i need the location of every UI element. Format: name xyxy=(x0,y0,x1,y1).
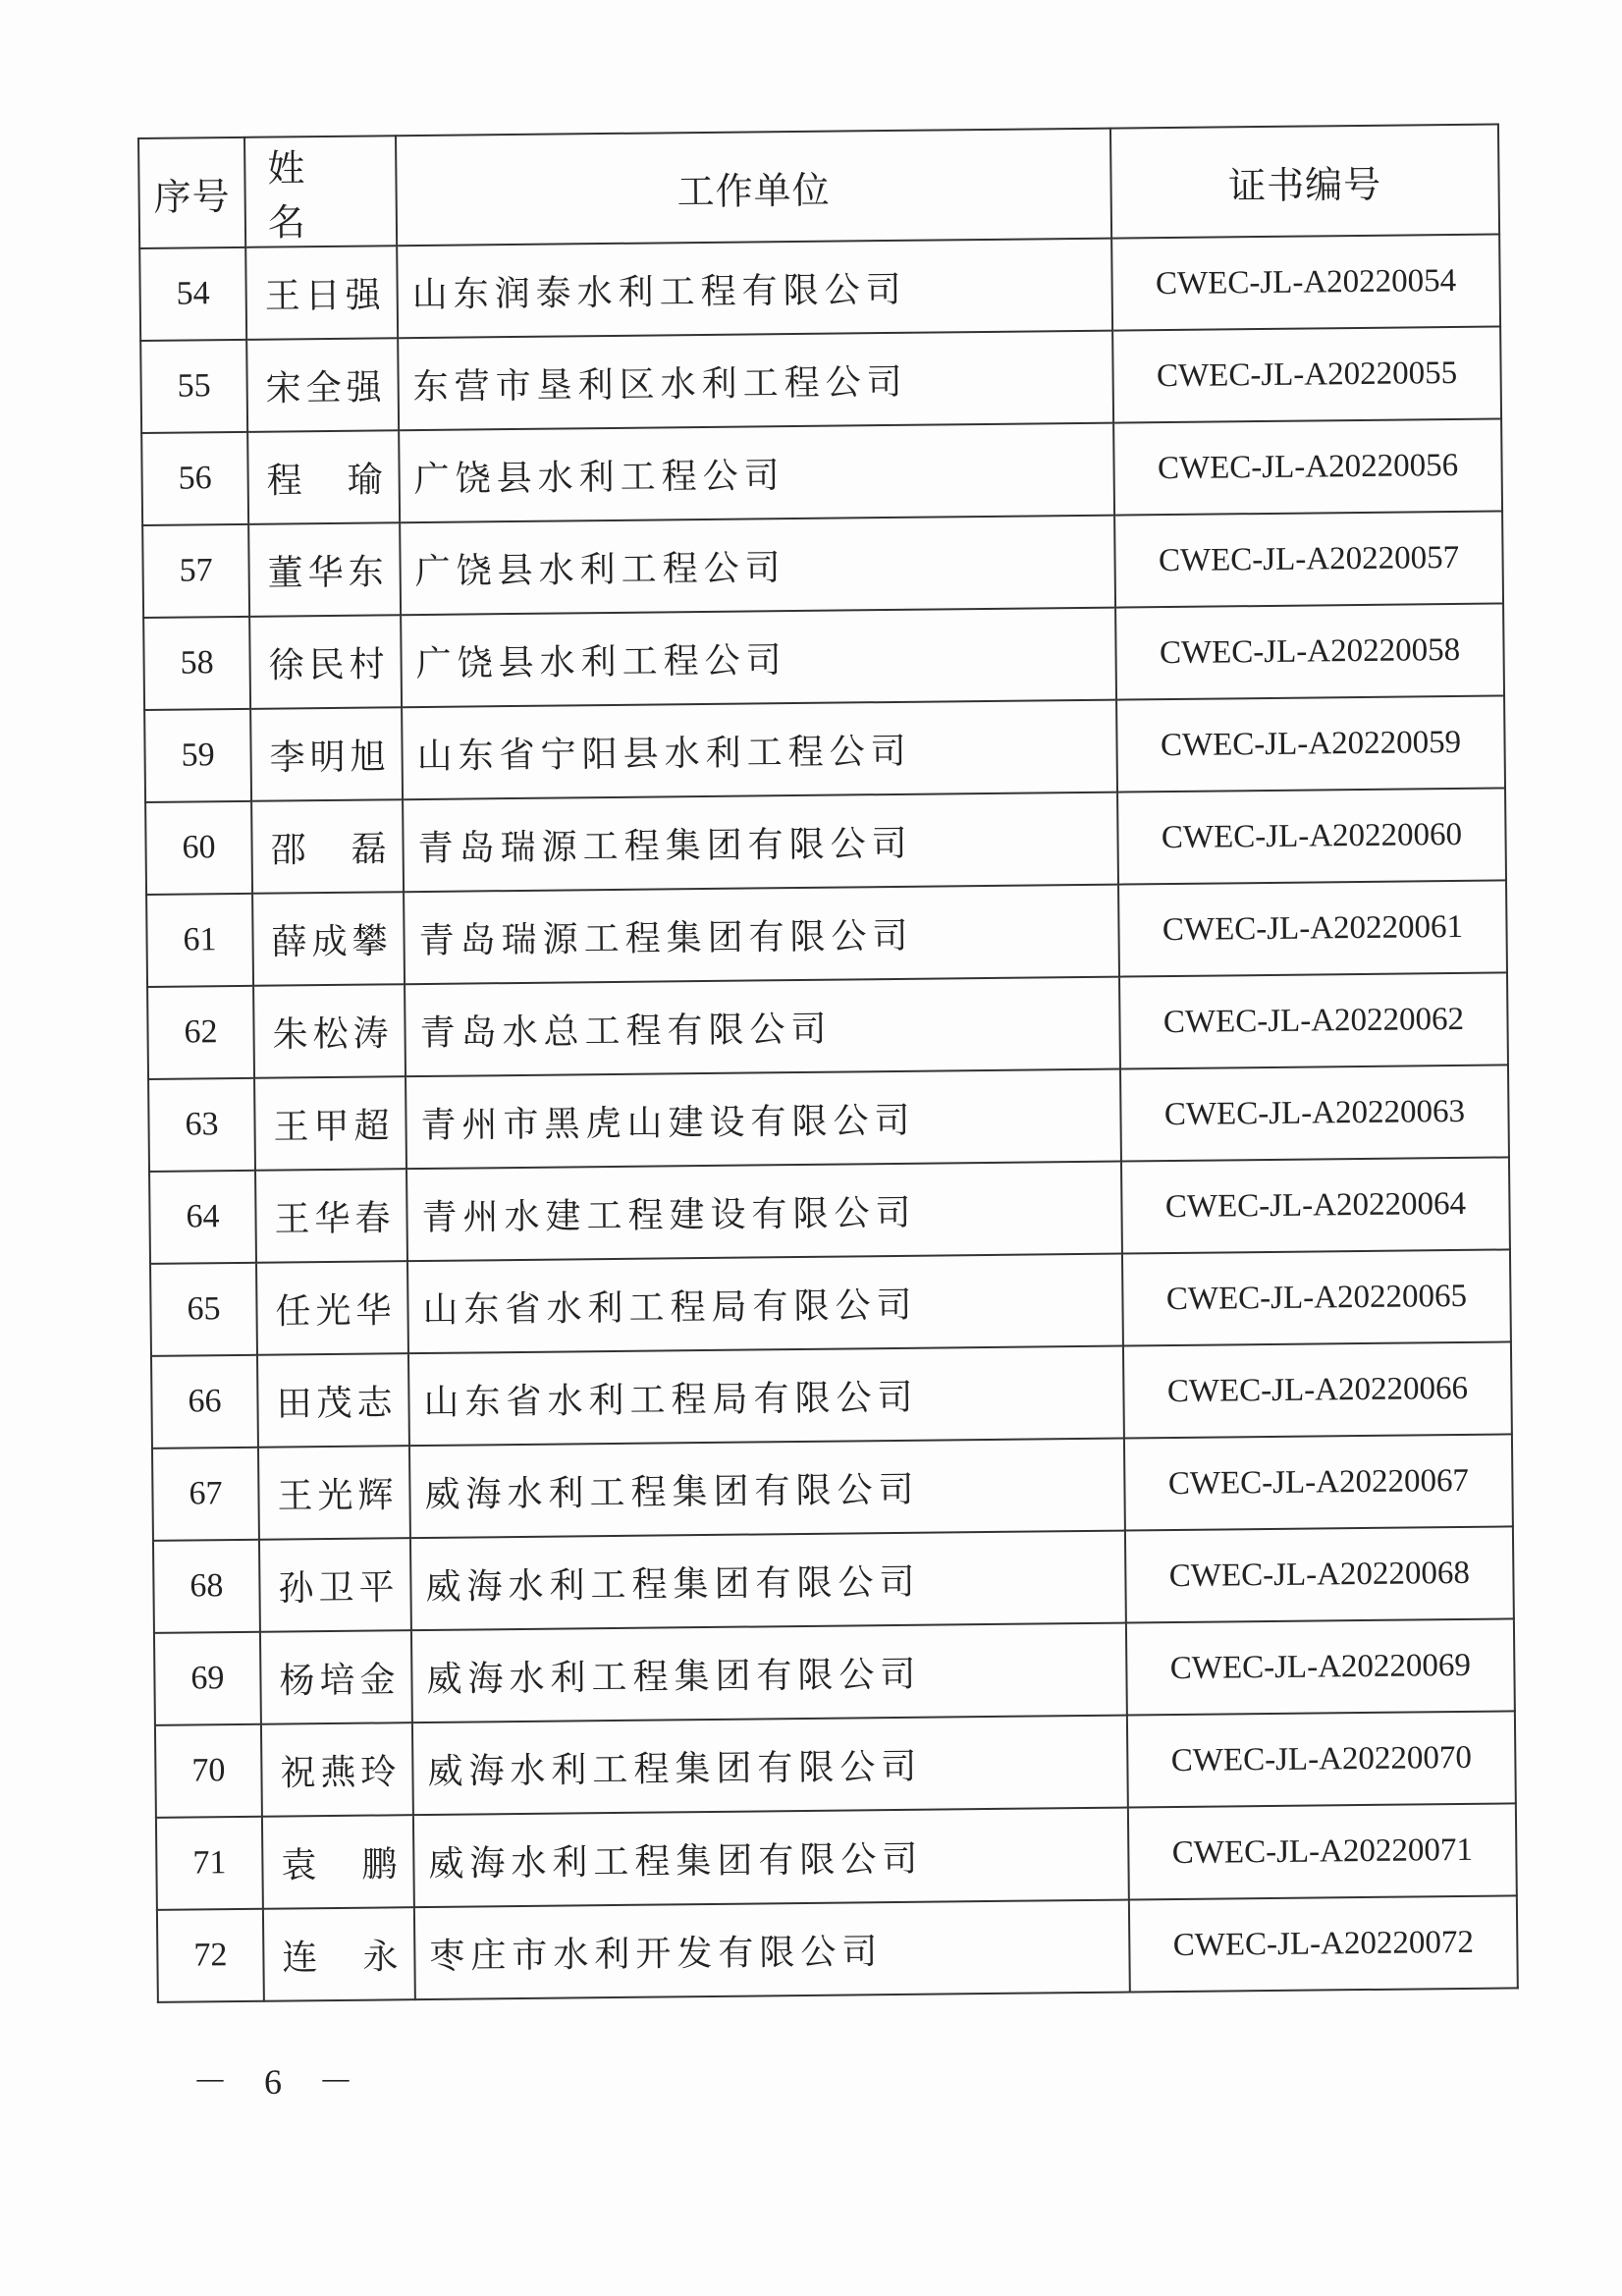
row-num: 66 xyxy=(151,1355,258,1449)
table-body xyxy=(139,234,1518,2001)
row-cert: CWEC-JL-A20220059 xyxy=(1116,695,1505,792)
row-cert: CWEC-JL-A20220071 xyxy=(1128,1803,1517,1899)
row-num: 55 xyxy=(140,340,247,433)
row-org: 广饶县水利工程公司 xyxy=(401,608,1116,708)
row-org: 威海水利工程集团有限公司 xyxy=(413,1808,1129,1908)
row-cert: CWEC-JL-A20220062 xyxy=(1119,972,1508,1068)
row-name: 邵 磊 xyxy=(251,799,404,894)
row-name: 连 永 xyxy=(263,1907,415,2001)
row-org: 青岛瑞源工程集团有限公司 xyxy=(403,793,1118,893)
row-num: 72 xyxy=(157,1909,264,2002)
row-cert: CWEC-JL-A20220067 xyxy=(1124,1434,1513,1530)
table-row xyxy=(154,1618,1515,1724)
row-cert: CWEC-JL-A20220060 xyxy=(1117,788,1506,884)
table-row xyxy=(156,1803,1517,1909)
row-name: 宋全强 xyxy=(246,338,399,432)
table-row xyxy=(144,695,1505,801)
row-name: 杨培金 xyxy=(260,1630,412,1724)
row-org: 广饶县水利工程公司 xyxy=(400,516,1115,616)
row-cert: CWEC-JL-A20220063 xyxy=(1120,1065,1509,1161)
row-org: 威海水利工程集团有限公司 xyxy=(412,1716,1128,1816)
row-org: 山东润泰水利工程有限公司 xyxy=(397,239,1112,339)
page-number: － 6 － xyxy=(192,2062,368,2102)
header-num: 序号 xyxy=(138,137,245,248)
table-row xyxy=(140,326,1501,432)
row-cert: CWEC-JL-A20220068 xyxy=(1125,1526,1514,1622)
table-row xyxy=(145,788,1506,894)
row-org: 青州市黑虎山建设有限公司 xyxy=(406,1069,1121,1170)
certificate-table xyxy=(137,123,1519,2002)
row-num: 58 xyxy=(143,617,250,710)
row-num: 61 xyxy=(146,894,253,987)
row-org: 山东省水利工程局有限公司 xyxy=(407,1254,1123,1354)
row-cert: CWEC-JL-A20220069 xyxy=(1126,1618,1515,1715)
row-num: 67 xyxy=(152,1448,259,1541)
row-num: 60 xyxy=(145,801,252,895)
table-row xyxy=(142,511,1503,617)
row-org: 青岛瑞源工程集团有限公司 xyxy=(404,885,1119,985)
row-org: 东营市垦利区水利工程公司 xyxy=(398,331,1113,431)
row-cert: CWEC-JL-A20220061 xyxy=(1118,880,1507,976)
row-name: 祝燕玲 xyxy=(261,1722,413,1817)
row-num: 65 xyxy=(150,1263,257,1356)
row-cert: CWEC-JL-A20220065 xyxy=(1122,1249,1511,1345)
header-org: 工作单位 xyxy=(396,129,1111,246)
row-org: 枣庄市水利开发有限公司 xyxy=(414,1900,1130,2000)
row-name: 程 瑜 xyxy=(247,430,400,524)
row-name: 袁 鹏 xyxy=(262,1815,414,1909)
row-num: 63 xyxy=(148,1078,255,1172)
table-row xyxy=(141,418,1502,524)
row-num: 71 xyxy=(156,1817,263,1910)
table-header-row xyxy=(138,124,1499,247)
row-org: 山东省水利工程局有限公司 xyxy=(408,1346,1124,1447)
table-row xyxy=(153,1526,1514,1632)
row-num: 70 xyxy=(155,1724,262,1818)
table-row xyxy=(147,972,1508,1078)
table-row xyxy=(151,1341,1512,1448)
row-num: 62 xyxy=(147,986,254,1079)
header-cert: 证书编号 xyxy=(1110,124,1499,238)
row-name: 孙卫平 xyxy=(259,1538,411,1632)
row-name: 董华东 xyxy=(248,522,401,617)
row-num: 57 xyxy=(142,524,249,618)
row-name: 王华春 xyxy=(255,1169,407,1263)
row-name: 任光华 xyxy=(256,1261,408,1355)
row-name: 田茂志 xyxy=(257,1353,409,1448)
row-cert: CWEC-JL-A20220056 xyxy=(1113,418,1502,515)
row-name: 薛成攀 xyxy=(252,892,405,986)
table-row xyxy=(139,234,1500,340)
row-name: 王光辉 xyxy=(258,1446,410,1540)
row-num: 54 xyxy=(139,247,246,341)
table-row xyxy=(148,1065,1509,1171)
row-cert: CWEC-JL-A20220066 xyxy=(1123,1341,1512,1438)
row-org: 山东省宁阳县水利工程公司 xyxy=(402,700,1117,800)
header-name: 姓 名 xyxy=(244,136,397,247)
row-num: 68 xyxy=(153,1540,260,1633)
row-cert: CWEC-JL-A20220072 xyxy=(1129,1895,1518,1992)
row-cert: CWEC-JL-A20220070 xyxy=(1127,1711,1516,1807)
row-org: 青岛水总工程有限公司 xyxy=(405,977,1120,1077)
row-name: 王日强 xyxy=(245,246,398,340)
table-row xyxy=(146,880,1507,986)
row-cert: CWEC-JL-A20220055 xyxy=(1112,326,1501,422)
row-org: 广饶县水利工程公司 xyxy=(399,423,1114,523)
row-org: 威海水利工程集团有限公司 xyxy=(410,1531,1126,1631)
row-num: 56 xyxy=(141,432,248,525)
table-row xyxy=(143,603,1504,709)
row-cert: CWEC-JL-A20220057 xyxy=(1114,511,1503,607)
row-name: 朱松涛 xyxy=(253,984,406,1078)
row-org: 威海水利工程集团有限公司 xyxy=(409,1439,1125,1539)
row-org: 威海水利工程集团有限公司 xyxy=(411,1623,1127,1723)
row-org: 青州水建工程建设有限公司 xyxy=(406,1162,1122,1262)
row-cert: CWEC-JL-A20220058 xyxy=(1115,603,1504,699)
table-row xyxy=(157,1895,1518,2001)
row-num: 64 xyxy=(149,1171,256,1264)
row-cert: CWEC-JL-A20220054 xyxy=(1111,234,1500,330)
row-cert: CWEC-JL-A20220064 xyxy=(1121,1157,1510,1253)
row-num: 59 xyxy=(144,709,251,802)
table-row xyxy=(150,1249,1511,1355)
row-name: 王甲超 xyxy=(254,1076,406,1171)
row-num: 69 xyxy=(154,1632,261,1725)
table-row xyxy=(155,1711,1516,1817)
table-row xyxy=(149,1157,1510,1263)
row-name: 李明旭 xyxy=(250,707,403,801)
table-row xyxy=(152,1434,1513,1540)
row-name: 徐民村 xyxy=(249,615,402,709)
